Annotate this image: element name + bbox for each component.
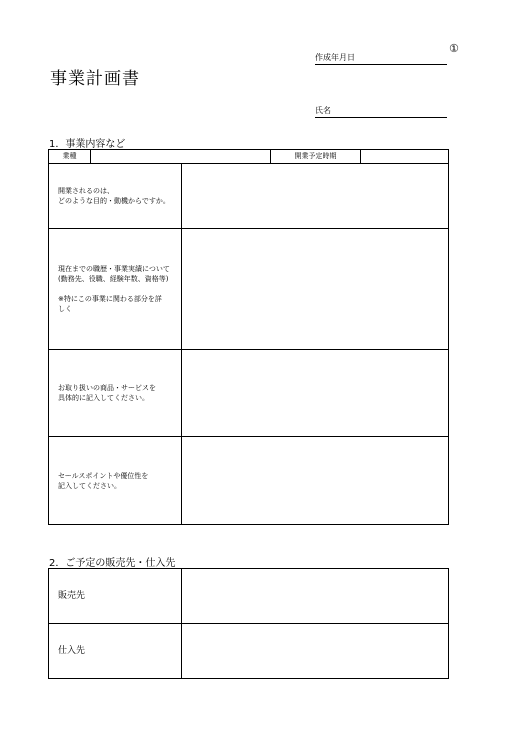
row-label-selling-points: セールスポイントや優位性を 記入してください。 xyxy=(49,437,182,525)
row-label-suppliers: 仕入先 xyxy=(49,624,182,679)
row-label-career: 現在までの職歴・事業実績について (勤務先、役職、経験年数、資格等) ※特にこの事業に関わる部分を詳 しく xyxy=(49,229,182,350)
name-label: 氏名 xyxy=(315,106,331,115)
header-row xyxy=(49,150,449,164)
row-label-customers: 販売先 xyxy=(49,569,182,624)
table-row xyxy=(49,624,449,679)
row-label-products: お取り扱いの商品・サービスを 具体的に記入してください。 xyxy=(49,350,182,437)
selling-points-answer-field[interactable] xyxy=(182,437,449,525)
customers-answer-field[interactable] xyxy=(182,569,449,624)
row-label-purpose: 開業されるのは、 どのような目的・動機からですか。 xyxy=(49,164,182,229)
document-title: 事業計画書 xyxy=(50,69,140,89)
sales-suppliers-table xyxy=(48,568,449,679)
table-row xyxy=(49,350,449,437)
creation-date-label: 作成年月日 xyxy=(315,53,355,62)
page-number: ① xyxy=(449,42,459,55)
business-details-table xyxy=(48,149,449,525)
table-row xyxy=(49,164,449,229)
name-field[interactable] xyxy=(315,106,447,118)
creation-date-field[interactable] xyxy=(315,53,447,65)
start-date-label: 開業予定時期 xyxy=(271,150,361,164)
table-row xyxy=(49,229,449,350)
table-row xyxy=(49,437,449,525)
section1-heading: 1．事業内容など xyxy=(49,139,126,150)
suppliers-answer-field[interactable] xyxy=(182,624,449,679)
products-answer-field[interactable] xyxy=(182,350,449,437)
career-answer-field[interactable] xyxy=(182,229,449,350)
start-date-input[interactable] xyxy=(361,150,449,164)
purpose-answer-field[interactable] xyxy=(182,164,449,229)
business-type-label: 業種 xyxy=(49,150,91,164)
table-row xyxy=(49,569,449,624)
section2-heading: 2．ご予定の販売先・仕入先 xyxy=(49,558,176,569)
business-type-input[interactable] xyxy=(91,150,271,164)
